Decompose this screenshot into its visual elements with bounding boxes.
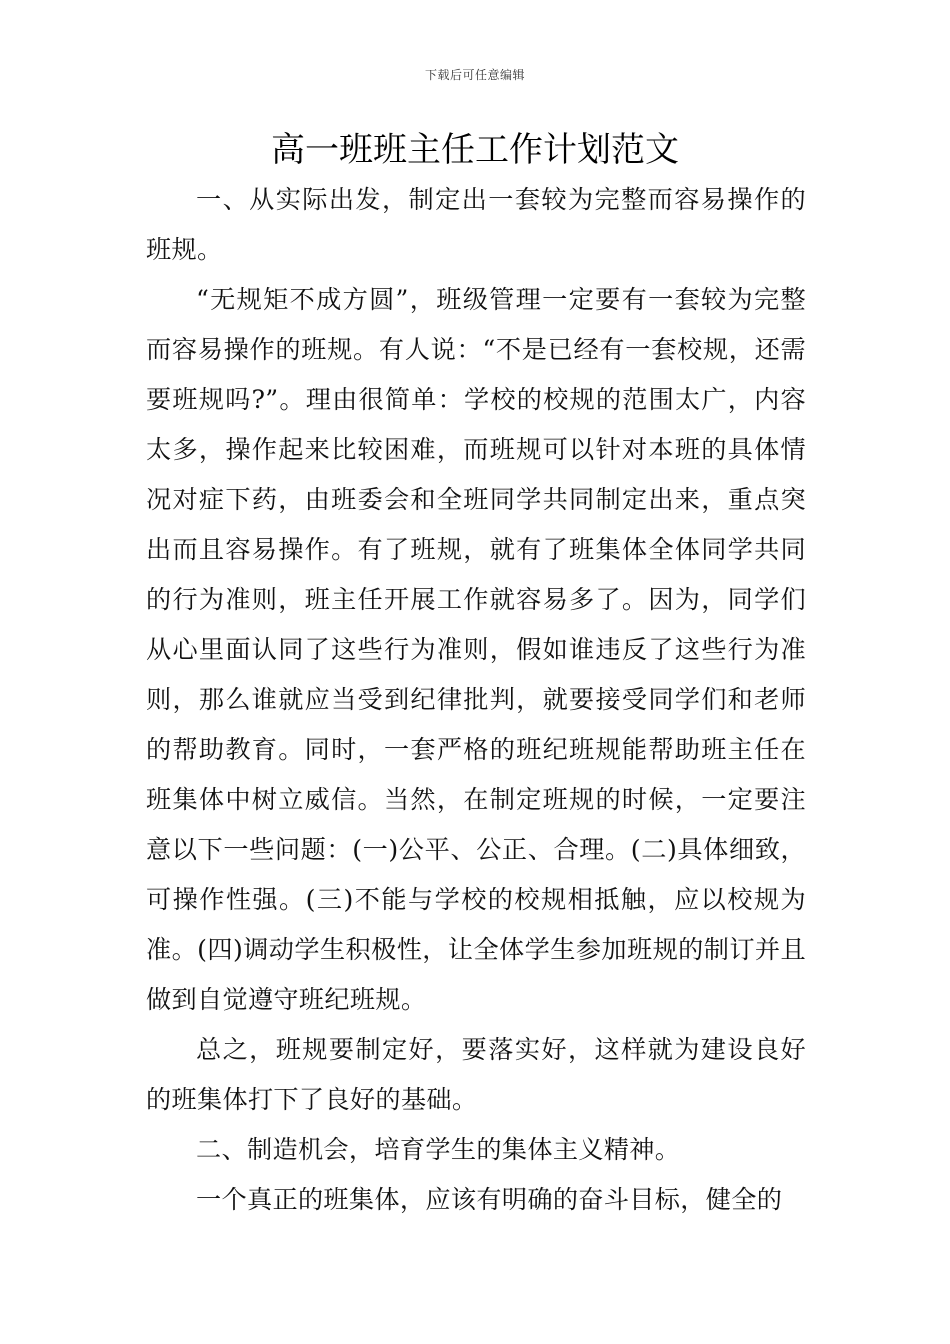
document-body: [146, 175, 806, 1225]
paragraph-class-collective: 一个真正的班集体，应该有明确的奋斗目标，健全的: [196, 1185, 783, 1214]
header-note: 下载后可任意编辑: [424, 68, 525, 82]
paragraph-summary: 总之，班规要制定好，要落实好，这样就为建设良好的班集体打下了良好的基础。: [146, 1035, 806, 1114]
paragraph-section-2-heading: 二、制造机会，培育学生的集体主义精神。: [196, 1135, 681, 1164]
document-title: 高一班班主任工作计划范文: [271, 130, 679, 170]
paragraph-section-1-heading: 一、从实际出发，制定出一套较为完整而容易操作的班规。: [146, 185, 806, 264]
paragraph-class-rules: “无规矩不成方圆”，班级管理一定要有一套较为完整而容易操作的班规。有人说：“不是已经有一套校规，还需要班规吗?”。理由很简单：学校的校规的范围太广，内容太多，操作起来比较困难，而班规可以针对本班的具体情况对症下药，由班委会和全班同学共同制定出来，重点突出而且容易操作。有了班规，就有了班集体全体同学共同的行为准则，班主任开展工作就容易多了。因为，同学们从心里面认同了这些行为准则，假如谁违反了这些行为准则，那么谁就应当受到纪律批判，就要接受同学们和老师的帮助教育。同时，一套严格的班纪班规能帮助班主任在班集体中树立威信。当然，在制定班规的时候，一定要注意以下一些问题：(一)公平、公正、合理。(二)具体细致，可操作性强。(三)不能与学校的校规相抵触，应以校规为准。(四)调动学生积极性，让全体学生参加班规的制订并且做到自觉遵守班纪班规。: [146, 285, 806, 1014]
